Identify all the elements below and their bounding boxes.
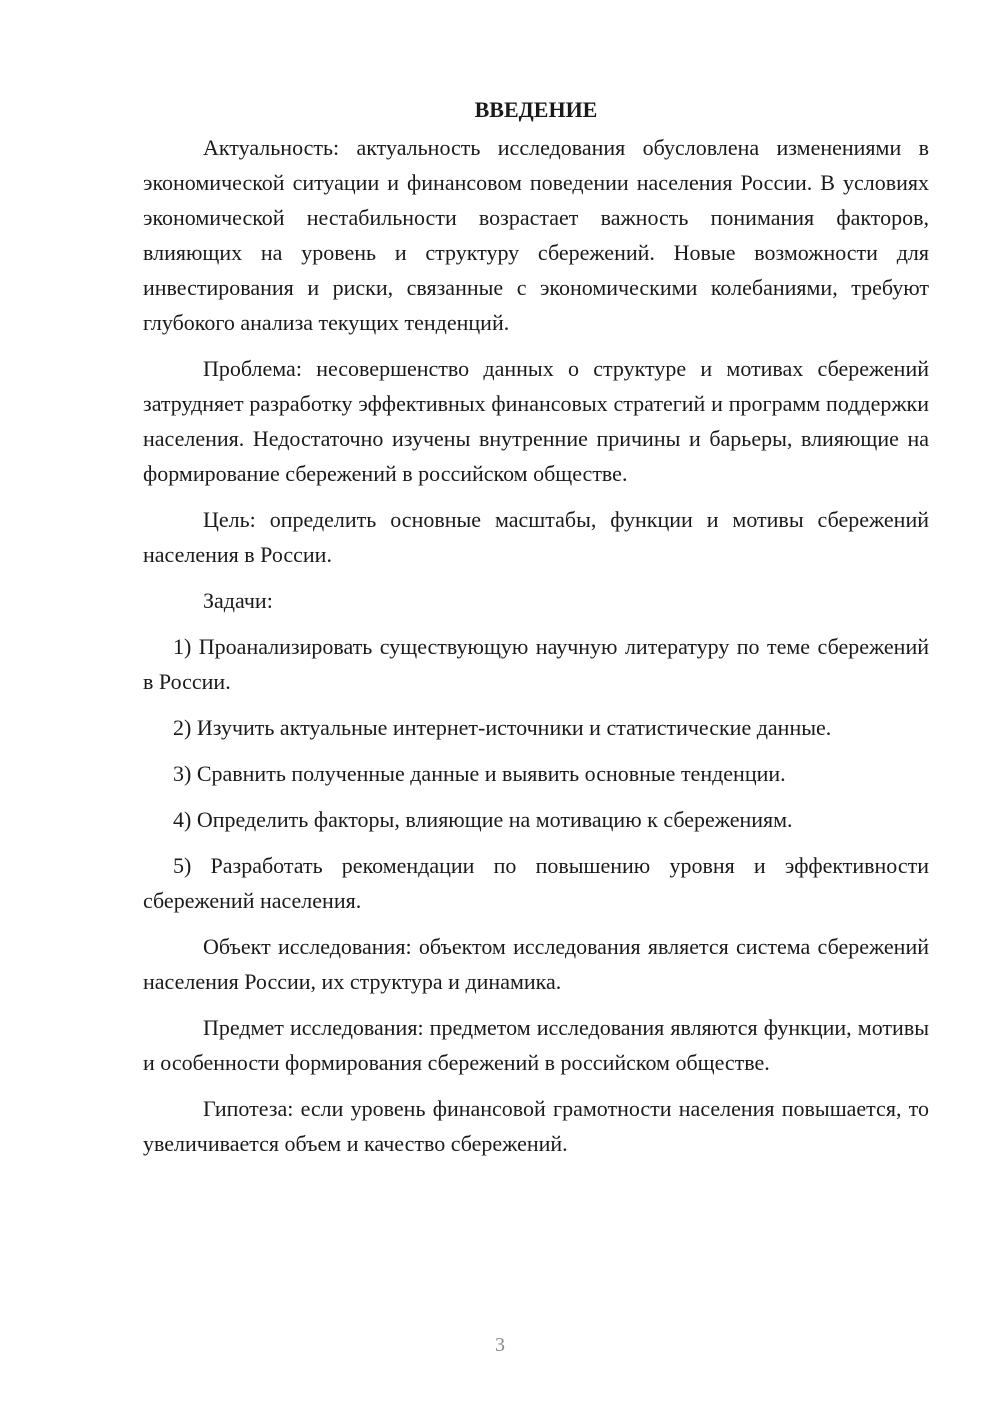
page-number: 3 bbox=[495, 1334, 505, 1356]
task-item-3: 3) Сравнить полученные данные и выявить основные тенденции. bbox=[173, 761, 786, 786]
task-item-2: 2) Изучить актуальные интернет-источники и статистические данные. bbox=[173, 715, 832, 740]
task-item-5: 5) Разработать рекомендации по повышению уровня и эффективности сбережений населения. bbox=[143, 853, 929, 913]
task-item-4: 4) Определить факторы, влияющие на мотивацию к сбережениям. bbox=[173, 807, 793, 832]
document-page bbox=[143, 92, 929, 1172]
task-item-1: 1) Проанализировать существующую научную литературу по теме сбережений в России. bbox=[143, 634, 929, 694]
paragraph-problem: Проблема: несовершенство данных о структуре и мотивах сбережений затрудняет разработку эффективных финансовых стратегий и программ поддержки населения. Недостаточно изучены внутренние причины и барьеры, влияющие на формирование сбережений в российском обществе. bbox=[143, 356, 929, 486]
paragraph-subject: Предмет исследования: предметом исследования являются функции, мотивы и особенности формирования сбережений в российском обществе. bbox=[143, 1015, 929, 1075]
paragraph-hypothesis: Гипотеза: если уровень финансовой грамотности населения повышается, то увеличивается объем и качество сбережений. bbox=[143, 1096, 929, 1156]
paragraph-object: Объект исследования: объектом исследования является система сбережений населения России, их структура и динамика. bbox=[143, 934, 929, 994]
paragraph-tasks-heading: Задачи: bbox=[203, 588, 273, 613]
section-title: ВВЕДЕНИЕ bbox=[474, 97, 598, 122]
paragraph-relevance: Актуальность: актуальность исследования обусловлена изменениями в экономической ситуации и финансовом поведении населения России. В условиях экономической нестабильности возрастает важность понимания факторов, влияющих на уровень и структуру сбережений. Новые возможности для инвестирования и риски, связанные с экономическими колебаниями, требуют глубокого анализа текущих тенденций. bbox=[143, 135, 929, 335]
paragraph-goal: Цель: определить основные масштабы, функции и мотивы сбережений населения в России. bbox=[143, 507, 929, 567]
